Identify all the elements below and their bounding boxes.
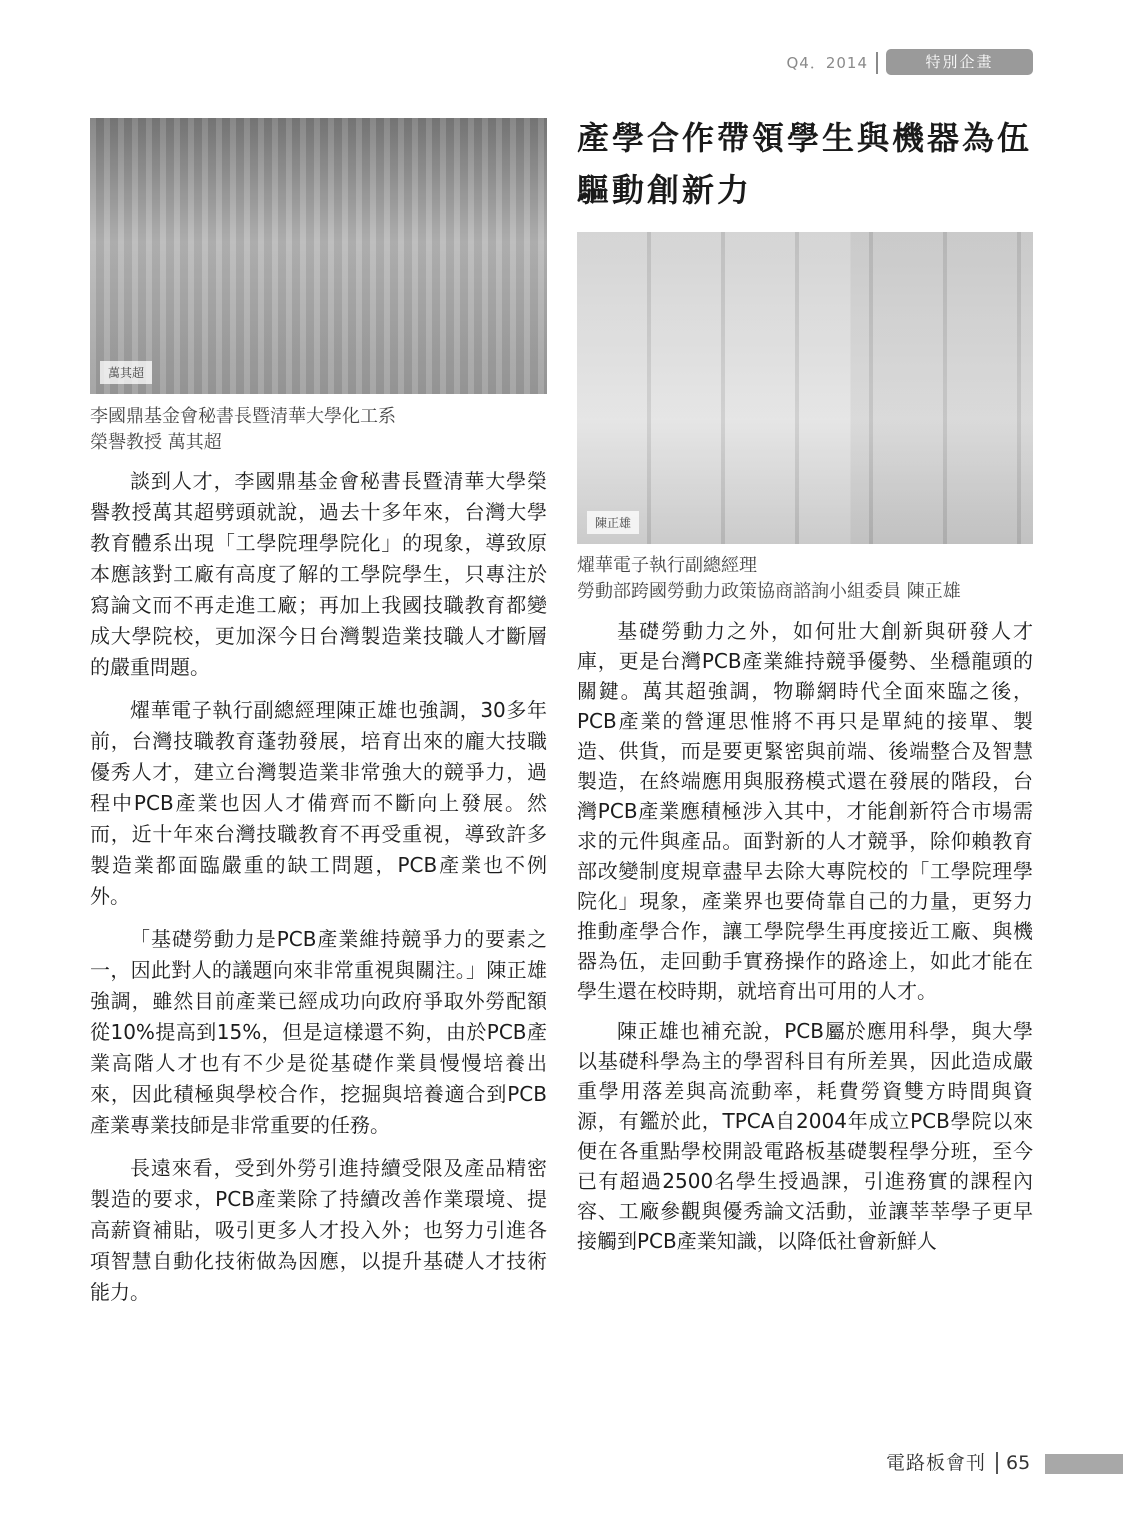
photo-professor <box>90 118 547 394</box>
caption-left <box>90 404 547 456</box>
footer-divider <box>996 1452 998 1474</box>
photo-professor-tag: 萬其超 <box>100 361 152 384</box>
caption-left-line-2: 榮譽教授 萬其超 <box>90 432 222 453</box>
paragraph: 陳正雄也補充說，PCB屬於應用科學，與大學以基礎科學為主的學習科目有所差異，因此造成嚴重學用落差與高流動率，耗費勞資雙方時間與資源，有鑑於此，TPCA自2004年成立PCB學院以來便在各重點學校開設電路板基礎製程學分班，至今已有超過2500名學生授過課，引進務實的課程內容、工廠參觀與優秀論文活動，並讓莘莘學子更早接觸到PCB產業知識，以降低社會新鮮人 <box>577 1019 1033 1253</box>
caption-right-line-1: 燿華電子執行副總經理 <box>577 555 757 576</box>
paragraph: 基礎勞動力之外，如何壯大創新與研發人才庫，更是台灣PCB產業維持競爭優勢、坐穩龍頭的關鍵。萬其超強調，物聯網時代全面來臨之後，PCB產業的營運思惟將不再只是單純的接單、製造、供貨，而是要更緊密與前端、後端整合及智慧製造，在終端應用與服務模式還在發展的階段，台灣PCB產業應積極涉入其中，才能創新符合市場需求的元件與產品。面對新的人才競爭，除仰賴教育部改變制度規章盡早去除大專院校的「工學院理學院化」現象，產業界也要倚靠自己的力量，更努力推動產學合作，讓工學院學生再度接近工廠、與機器為伍，走回動手實務操作的路途上，如此才能在學生還在校時期，就培育出可用的人才。 <box>577 619 1033 1003</box>
footer-bar <box>1045 1454 1123 1474</box>
caption-left-line-1: 李國鼎基金會秘書長暨清華大學化工系 <box>90 406 396 427</box>
article-column-left <box>90 466 547 1446</box>
paragraph: 談到人才，李國鼎基金會秘書長暨清華大學榮譽教授萬其超劈頭就說，過去十多年來，台灣大學教育體系出現「工學院理學院化」的現象，導致原本應該對工廠有高度了解的工學院學生，只專注於寫論文而不再走進工廠；再加上我國技職教育都變成大學院校，更加深今日台灣製造業技職人才斷層的嚴重問題。 <box>90 469 547 679</box>
header-issue: Q4．2014 <box>786 54 868 72</box>
caption-right-line-2: 勞動部跨國勞動力政策協商諮詢小組委員 陳正雄 <box>577 581 961 602</box>
article-title-line-2: 驅動創新力 <box>577 171 753 209</box>
paragraph: 長遠來看，受到外勞引進持續受限及產品精密製造的要求，PCB產業除了持續改善作業環境、提高薪資補貼，吸引更多人才投入外；也努力引進各項智慧自動化技術做為因應，以提升基礎人才技術能力。 <box>90 1156 547 1304</box>
article-column-right <box>577 616 1033 1446</box>
paragraph: 「基礎勞動力是PCB產業維持競爭力的要素之一，因此對人的議題向來非常重視與關注。」陳正雄強調，雖然目前產業已經成功向政府爭取外勞配額從10%提高到15%，但是這樣還不夠，由於PCB產業高階人才也有不少是從基礎作業員慢慢培養出來，因此積極與學校合作，挖掘與培養適合到PCB產業專業技師是非常重要的任務。 <box>90 927 547 1137</box>
footer-publication: 電路板會刊 <box>885 1452 986 1474</box>
page-number: 65 <box>1006 1452 1031 1474</box>
paragraph: 燿華電子執行副總經理陳正雄也強調，30多年前，台灣技職教育蓬勃發展，培育出來的龐大技職優秀人才，建立台灣製造業非常強大的競爭力，過程中PCB產業也因人才備齊而不斷向上發展。然而，近十年來台灣技職教育不再受重視，導致許多製造業都面臨嚴重的缺工問題，PCB產業也不例外。 <box>90 698 547 908</box>
article-title-line-1: 產學合作帶領學生與機器為伍 <box>577 119 1033 157</box>
article-title <box>577 112 1033 216</box>
photo-executive <box>577 232 1033 544</box>
photo-executive-tag: 陳正雄 <box>587 511 639 534</box>
section-badge: 特別企畫 <box>886 49 1033 75</box>
header-divider <box>876 52 878 74</box>
caption-right <box>577 553 1033 605</box>
